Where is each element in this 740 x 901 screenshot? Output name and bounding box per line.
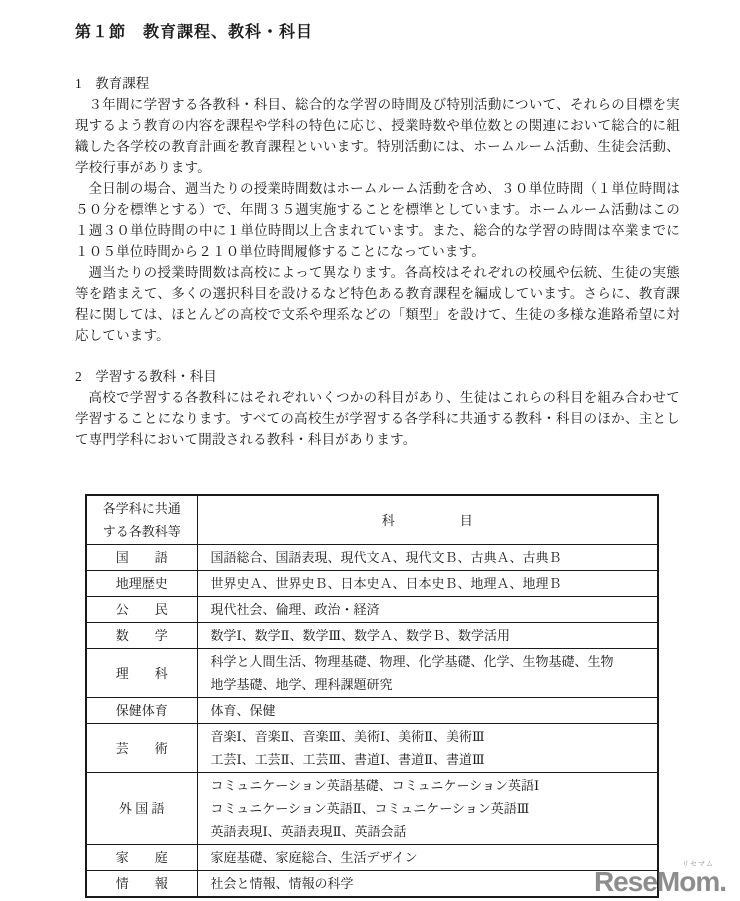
- paragraph: 高校で学習する各教科にはそれぞれいくつかの科目があり、生徒はこれらの科目を組み合わせて学習することになります。すべての高校生が学習する各学科に共通する教科・科目のほか、主として専門学科において開設される教科・科目があります。: [75, 390, 680, 447]
- resemom-logo: [593, 861, 726, 897]
- section-2-body: [75, 387, 680, 450]
- subject-name: 情 報: [86, 871, 197, 898]
- course-list: [197, 724, 658, 773]
- course-list: [197, 845, 658, 871]
- table-row: [86, 724, 658, 773]
- subject-name: 芸 術: [86, 724, 197, 773]
- course-list: [197, 545, 658, 571]
- course-list: [197, 698, 658, 724]
- subject-name: 家 庭: [86, 845, 197, 871]
- table-row: [86, 773, 658, 845]
- course-list-line: 地学基礎、地学、理科課題研究: [210, 677, 393, 692]
- course-list-line: 工芸Ⅰ、工芸Ⅱ、工芸Ⅲ、書道Ⅰ、書道Ⅱ、書道Ⅲ: [210, 752, 485, 767]
- resemom-logo-katakana: リセマム: [682, 861, 714, 868]
- course-list-line: 体育、保健: [210, 703, 276, 718]
- table-row: [86, 545, 658, 571]
- paragraph: 全日制の場合、週当たりの授業時間数はホームルーム活動を含め、３０単位時間（１単位時間は５０分を標準とする）で、年間３５週実施することを標準としています。ホームルーム活動はこの１週３０単位時間の中に１単位時間以上含まれています。また、総合的な学習の時間は卒業までに１０５単位時間から２１０単位時間履修することになっています。: [75, 181, 680, 259]
- table-row: [86, 597, 658, 623]
- resemom-logo-text: ReseMom.: [593, 866, 726, 897]
- course-list-line: 数学Ⅰ、数学Ⅱ、数学Ⅲ、数学Ａ、数学Ｂ、数学活用: [210, 628, 511, 643]
- paragraph: 週当たりの授業時間数は高校によって異なります。各高校はそれぞれの校風や伝統、生徒の実態等を踏まえて、多くの選択科目を設けるなど特色ある教育課程を編成しています。さらに、教育課程に関しては、ほとんどの高校で文系や理系などの「類型」を設けて、生徒の多様な進路希望に対応しています。: [75, 265, 680, 343]
- subject-name: 地理歴史: [86, 571, 197, 597]
- header-subject-line2: する各教科等: [102, 524, 181, 539]
- course-list: [197, 773, 658, 845]
- header-courses-column: 科 目: [197, 495, 658, 545]
- course-list-line: 現代社会、倫理、政治・経済: [210, 602, 380, 617]
- subjects-table: [85, 494, 659, 898]
- section-1-body: [75, 94, 680, 346]
- table-row: [86, 571, 658, 597]
- section-subjects: [75, 366, 680, 450]
- paragraph: ３年間に学習する各教科・科目、総合的な学習の時間及び特別活動について、それらの目標を実現するよう教育の内容を課程や学科の特色に応じ、授業時数や単位数との関連において総合的に組織した各学校の教育計画を教育課程といいます。特別活動には、ホームルーム活動、生徒会活動、学校行事があります。: [75, 97, 680, 175]
- table-row: [86, 623, 658, 649]
- section-2-heading: 2 学習する教科・科目: [75, 369, 217, 384]
- subject-name: 保健体育: [86, 698, 197, 724]
- course-list: [197, 649, 658, 698]
- course-list-line: 科学と人間生活、物理基礎、物理、化学基礎、化学、生物基礎、生物: [210, 654, 614, 669]
- subject-name: 公 民: [86, 597, 197, 623]
- course-list-line: コミュニケーション英語基礎、コミュニケーション英語Ⅰ: [210, 778, 540, 793]
- table-row: [86, 845, 658, 871]
- header-subject-column: [86, 495, 197, 545]
- subjects-table-body: [86, 545, 658, 898]
- table-row: [86, 649, 658, 698]
- course-list-line: コミュニケーション英語Ⅱ、コミュニケーション英語Ⅲ: [210, 801, 530, 816]
- spacer: [75, 450, 680, 494]
- page-title: 第１節 教育課程、教科・科目: [75, 24, 314, 41]
- table-row: [86, 871, 658, 898]
- spacer: [75, 346, 680, 366]
- course-list-line: 世界史Ａ、世界史Ｂ、日本史Ａ、日本史Ｂ、地理Ａ、地理Ｂ: [210, 576, 562, 591]
- table-header-row: [86, 495, 658, 545]
- course-list: [197, 571, 658, 597]
- course-list-line: 英語表現Ⅰ、英語表現Ⅱ、英語会話: [210, 824, 407, 839]
- course-list: [197, 597, 658, 623]
- course-list: [197, 623, 658, 649]
- subject-name: 国 語: [86, 545, 197, 571]
- course-list-line: 国語総合、国語表現、現代文Ａ、現代文Ｂ、古典Ａ、古典Ｂ: [210, 550, 562, 565]
- course-list-line: 家庭基礎、家庭総合、生活デザイン: [210, 850, 418, 865]
- subject-name: 外 国 語: [86, 773, 197, 845]
- subject-name: 理 科: [86, 649, 197, 698]
- section-1-heading: 1 教育課程: [75, 76, 150, 91]
- course-list-line: 社会と情報、情報の科学: [210, 876, 354, 891]
- header-subject-line1: 各学科に共通: [102, 501, 181, 516]
- table-row: [86, 698, 658, 724]
- section-curriculum: [75, 73, 680, 346]
- course-list: [197, 871, 658, 898]
- course-list-line: 音楽Ⅰ、音楽Ⅱ、音楽Ⅲ、美術Ⅰ、美術Ⅱ、美術Ⅲ: [210, 729, 485, 744]
- subject-name: 数 学: [86, 623, 197, 649]
